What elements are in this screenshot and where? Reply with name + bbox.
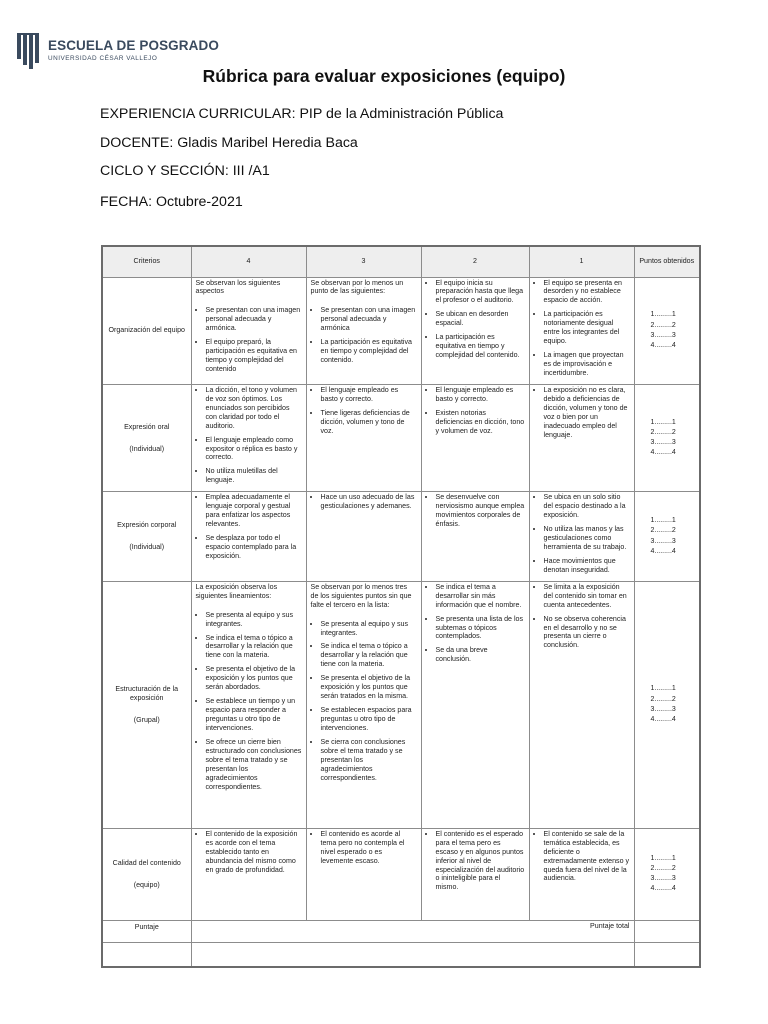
criterion-name: Expresión oral — [124, 422, 170, 431]
rubric-table-wrapper — [101, 245, 699, 935]
level-list — [534, 830, 630, 884]
level-item: • Se presenta al equipo y sus integrantes. — [321, 620, 417, 638]
puntaje-total-label: Puntaje total — [191, 920, 634, 942]
level-intro: Se observan por lo menos un punto de las siguientes: — [310, 278, 404, 296]
level-list — [196, 386, 302, 485]
level-list — [311, 493, 417, 511]
criterion-cell — [102, 828, 191, 920]
criterion-name: Organización del equipo — [108, 326, 185, 335]
points-line: 3.........3 — [650, 875, 676, 883]
level-cell — [529, 277, 634, 384]
level-intro: La exposición observa los siguientes lineamientos: — [195, 582, 278, 600]
level-item: • El lenguaje empleado es basto y correcto. — [436, 386, 525, 404]
meta-fecha: FECHA: Octubre-2021 — [100, 194, 243, 210]
rubric-table — [101, 245, 701, 968]
points-cell — [634, 828, 700, 920]
level-cell — [191, 384, 306, 491]
level-item: • El equipo se presenta en desorden y no establece espacio de acción. — [544, 279, 630, 306]
level-item: • Se presenta una lista de los subtemas o tópicos contemplados. — [436, 615, 525, 642]
level-item: • Se presenta el objetivo de la exposición y los puntos que serán tratados en la misma. — [321, 674, 417, 701]
level-item: • La exposición no es clara, debido a deficiencias de dicción, volumen y tono de voz o bien por un inadecuado empleo del lenguaje. — [544, 386, 630, 440]
blank-cell — [102, 942, 191, 967]
level-item: • Se establece un tiempo y un espacio para responder a preguntas u otro tipo de intervenciones. — [206, 697, 302, 733]
points-line: 1.........1 — [650, 854, 676, 862]
level-item: • Tiene ligeras deficiencias de dicción, volumen y tono de voz. — [321, 409, 417, 436]
puntaje-total-value[interactable] — [634, 920, 700, 942]
logo-subtitle: UNIVERSIDAD CÉSAR VALLEJO — [48, 55, 158, 62]
criterion-cell — [102, 492, 191, 582]
level-list — [311, 830, 417, 866]
level-item: • No utiliza las manos y las gesticulaciones como herramienta de su trabajo. — [544, 525, 630, 552]
level-list — [534, 279, 630, 378]
points-line: 2.........2 — [650, 527, 676, 535]
level-item: • Se presenta el objetivo de la exposición y los puntos que serán abordados. — [206, 665, 302, 692]
level-item: • Se ubican en desorden espacial. — [436, 310, 525, 328]
level-item: • Emplea adecuadamente el lenguaje corporal y gestual para enfatizar los aspectos relevantes. — [206, 493, 302, 529]
level-item: • Se presenta al equipo y sus integrantes. — [206, 611, 302, 629]
criterion-scope: (Individual) — [129, 543, 165, 551]
criterion-scope: (equipo) — [133, 880, 160, 889]
points-line: 4.........4 — [650, 449, 676, 457]
header-row — [102, 246, 700, 277]
criterion-cell — [102, 581, 191, 828]
criterion-scope: (Individual) — [129, 444, 165, 453]
level-list — [196, 830, 302, 875]
header-level-3: 3 — [306, 246, 421, 277]
points-line: 1.........1 — [650, 418, 676, 426]
header-level-2: 2 — [421, 246, 529, 277]
level-item: • Se establecen espacios para preguntas u otro tipo de intervenciones. — [321, 706, 417, 733]
points-cell — [634, 384, 700, 491]
points-line: 4.........4 — [650, 547, 676, 555]
criterion-cell — [102, 277, 191, 384]
level-item: • No utiliza muletillas del lenguaje. — [206, 467, 302, 485]
university-crest-icon — [17, 33, 43, 69]
level-item: • La participación es equitativa en tiempo y complejidad del contenido. — [436, 333, 525, 360]
points-line: 2.........2 — [650, 695, 676, 703]
level-cell — [306, 277, 421, 384]
level-cell — [421, 828, 529, 920]
level-cell — [306, 492, 421, 582]
points-line: 3.........3 — [650, 439, 676, 447]
level-item: • Se ubica en un solo sitio del espacio destinado a la exposición. — [544, 493, 630, 520]
level-cell — [191, 492, 306, 582]
level-list — [311, 306, 417, 365]
table-row — [102, 492, 700, 582]
points-line: 3.........3 — [650, 331, 676, 339]
blank-cell — [191, 942, 634, 967]
level-item: • Se presentan con una imagen personal adecuada y armónica — [321, 306, 417, 333]
level-item: • Se desenvuelve con nerviosismo aunque emplea movimientos corporales de énfasis. — [436, 493, 525, 529]
points-line: 1.........1 — [650, 685, 676, 693]
level-item: • El equipo inicia su preparación hasta que llega el profesor o el auditorio. — [436, 279, 525, 306]
level-item: • Se da una breve conclusión. — [436, 646, 525, 664]
level-list — [311, 620, 417, 783]
level-list — [534, 493, 630, 575]
level-list — [426, 583, 525, 665]
level-cell — [306, 581, 421, 828]
level-item: • Se ofrece un cierre bien estructurado con conclusiones sobre el tema tratado y se presentan los agradecimientos correspondientes. — [206, 738, 302, 792]
points-line: 3.........3 — [650, 705, 676, 713]
level-item: • No se observa coherencia en el desarrollo y no se presenta un cierre o conclusión. — [544, 615, 630, 651]
level-intro: Se observan los siguientes aspectos — [195, 278, 281, 296]
meta-ciclo: CICLO Y SECCIÓN: III /A1 — [100, 163, 270, 179]
header-puntos: Puntos obtenidos — [634, 246, 700, 277]
header-criterios: Criterios — [102, 246, 191, 277]
level-list — [311, 386, 417, 436]
puntaje-label: Puntaje — [102, 920, 191, 942]
level-cell — [421, 384, 529, 491]
level-item: • Se indica el tema o tópico a desarrollar y la relación que tiene con la materia. — [321, 642, 417, 669]
level-item: • La dicción, el tono y volumen de voz son óptimos. Los enunciados son percibidos con claridad por todo el auditorio. — [206, 386, 302, 431]
level-list — [426, 279, 525, 361]
level-cell — [191, 581, 306, 828]
level-cell — [306, 828, 421, 920]
level-item: • El lenguaje empleado como expositor o réplica es basto y correcto. — [206, 436, 302, 463]
level-cell — [191, 828, 306, 920]
level-item: • La imagen que proyectan es de improvisación e incertidumbre. — [544, 351, 630, 378]
table-row — [102, 581, 700, 828]
criterion-name: Calidad del contenido — [112, 858, 181, 867]
level-intro: Se observan por lo menos tres de los siguientes puntos sin que falte el tercero en la lista: — [310, 582, 412, 609]
criterion-cell — [102, 384, 191, 491]
level-list — [196, 611, 302, 792]
level-item: • Se limita a la exposición del contenido sin tomar en cuenta antecedentes. — [544, 583, 630, 610]
points-line: 2.........2 — [650, 321, 676, 329]
logo-name: ESCUELA DE POSGRADO — [48, 38, 219, 53]
points-cell — [634, 581, 700, 828]
header-level-4: 4 — [191, 246, 306, 277]
level-item: • Se cierra con conclusiones sobre el tema tratado y se presentan los agradecimientos correspondientes. — [321, 738, 417, 783]
level-list — [196, 493, 302, 561]
table-row — [102, 384, 700, 491]
level-item: • El contenido se sale de la temática establecida, es deficiente o extremadamente extenso y queda fuera del nivel de la audiencia. — [544, 830, 630, 884]
points-cell — [634, 492, 700, 582]
level-cell — [529, 581, 634, 828]
level-item: • El lenguaje empleado es basto y correcto. — [321, 386, 417, 404]
criterion-scope: (Grupal) — [133, 715, 160, 724]
criterion-name: Expresión corporal — [117, 521, 177, 530]
footer-blank-row — [102, 942, 700, 967]
footer-row — [102, 920, 700, 942]
blank-cell — [634, 942, 700, 967]
level-item: • El contenido es acorde al tema pero no contempla el nivel esperado o es levemente escaso. — [321, 830, 417, 866]
points-line: 2.........2 — [650, 865, 676, 873]
points-line: 4.........4 — [650, 715, 676, 723]
level-list — [426, 493, 525, 529]
level-cell — [306, 384, 421, 491]
meta-docente: DOCENTE: Gladis Maribel Heredia Baca — [100, 135, 358, 151]
level-cell — [529, 492, 634, 582]
level-cell — [529, 384, 634, 491]
level-list — [196, 306, 302, 374]
level-list — [534, 583, 630, 651]
points-line: 1.........1 — [650, 517, 676, 525]
level-item: • Hace un uso adecuado de las gesticulaciones y ademanes. — [321, 493, 417, 511]
level-item: • Hace movimientos que denotan inseguridad. — [544, 557, 630, 575]
level-item: • El contenido de la exposición es acorde con el tema establecido tanto en abundancia del mismo como en grado de profundidad. — [206, 830, 302, 875]
points-cell — [634, 277, 700, 384]
table-row — [102, 828, 700, 920]
level-item: • Se presentan con una imagen personal adecuada y armónica. — [206, 306, 302, 333]
meta-experiencia: EXPERIENCIA CURRICULAR: PIP de la Administración Pública — [100, 106, 504, 122]
level-cell — [421, 492, 529, 582]
table-row — [102, 277, 700, 384]
level-list — [426, 830, 525, 893]
points-line: 1.........1 — [650, 311, 676, 319]
level-cell — [421, 277, 529, 384]
points-line: 3.........3 — [650, 537, 676, 545]
page-title: Rúbrica para evaluar exposiciones (equipo) — [202, 66, 566, 86]
level-item: • El contenido es el esperado para el tema pero es escaso y en algunos puntos inferior al nivel de especialización del auditorio o ininteligible para el mismo. — [436, 830, 525, 893]
level-list — [426, 386, 525, 436]
level-item: • Se desplaza por todo el espacio contemplado para la exposición. — [206, 534, 302, 561]
level-item: • La participación es equitativa en tiempo y complejidad del contenido. — [321, 338, 417, 365]
points-line: 4.........4 — [650, 341, 676, 349]
level-item: • Se indica el tema a desarrollar sin más información que el nombre. — [436, 583, 525, 610]
level-cell — [421, 581, 529, 828]
level-cell — [191, 277, 306, 384]
level-item: • Se indica el tema o tópico a desarrollar y la relación que tiene con la materia. — [206, 634, 302, 661]
points-line: 4.........4 — [650, 885, 676, 893]
level-cell — [529, 828, 634, 920]
points-line: 2.........2 — [650, 428, 676, 436]
criterion-name: Estructuración de la exposición — [115, 684, 179, 702]
level-item: • El equipo preparó, la participación es equitativa en tiempo y complejidad del contenido — [206, 338, 302, 374]
header-level-1: 1 — [529, 246, 634, 277]
level-list — [534, 386, 630, 440]
level-item: • La participación es notoriamente desigual entre los integrantes del equipo. — [544, 310, 630, 346]
level-item: • Existen notorias deficiencias en dicción, tono y volumen de voz. — [436, 409, 525, 436]
